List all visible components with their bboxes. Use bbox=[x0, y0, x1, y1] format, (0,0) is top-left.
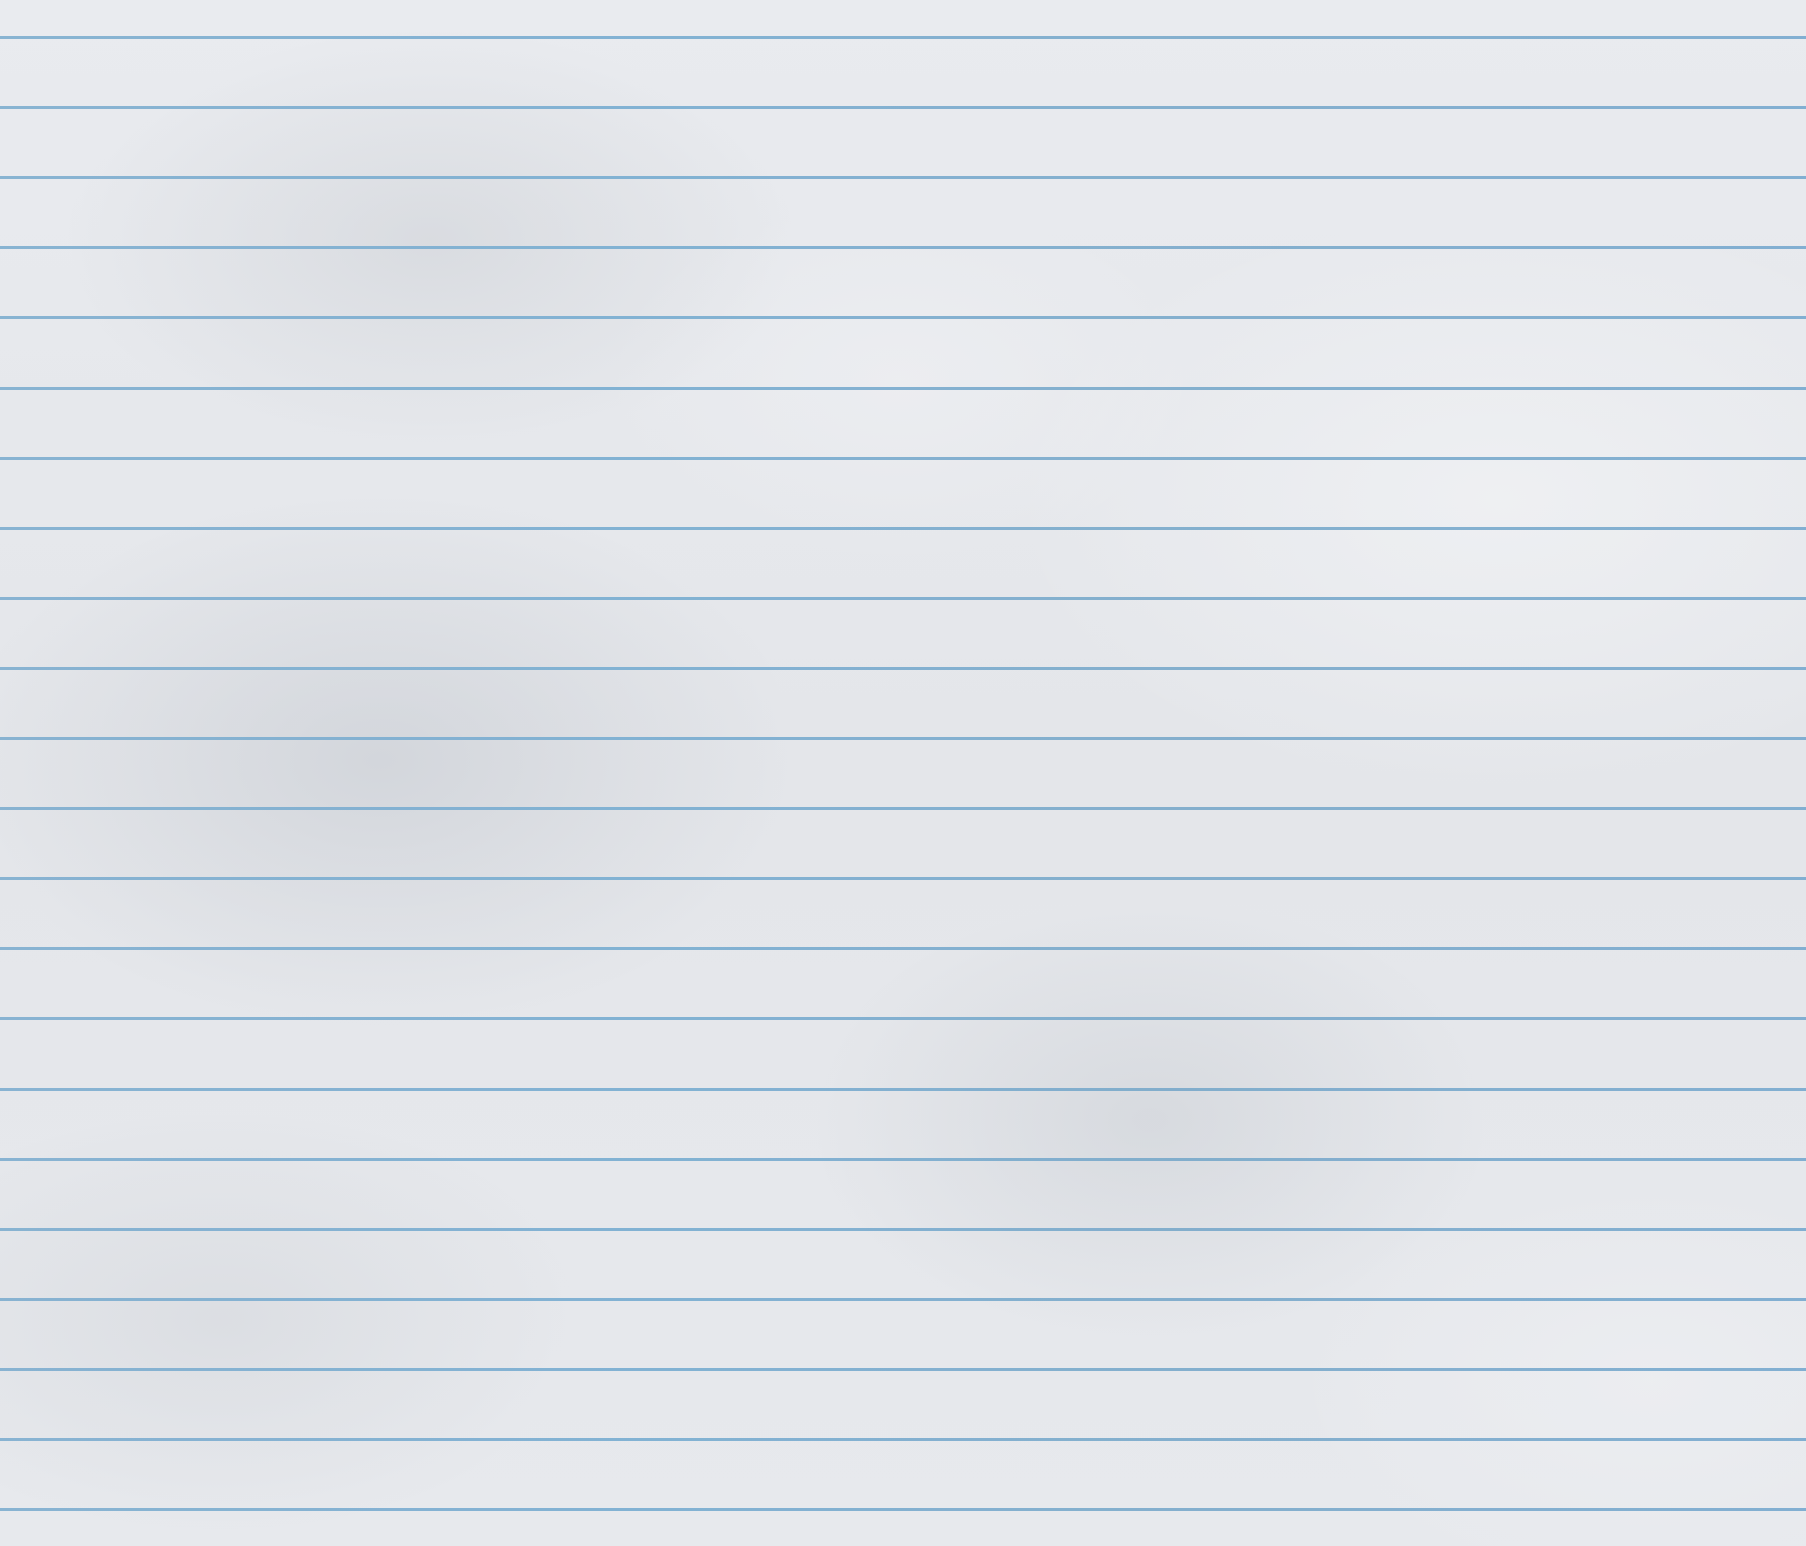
ruled-line bbox=[0, 176, 1806, 179]
ruled-line bbox=[0, 527, 1806, 530]
ruled-line bbox=[0, 667, 1806, 670]
ruled-line bbox=[0, 597, 1806, 600]
ruled-line bbox=[0, 807, 1806, 810]
ruled-line bbox=[0, 36, 1806, 39]
ruled-line bbox=[0, 947, 1806, 950]
ruled-line bbox=[0, 316, 1806, 319]
ruled-line bbox=[0, 106, 1806, 109]
ruled-line bbox=[0, 1228, 1806, 1231]
ruled-line bbox=[0, 737, 1806, 740]
ruled-line bbox=[0, 1438, 1806, 1441]
ruled-line bbox=[0, 457, 1806, 460]
ruled-line bbox=[0, 1368, 1806, 1371]
ruled-line bbox=[0, 246, 1806, 249]
ruled-line bbox=[0, 387, 1806, 390]
ruled-line bbox=[0, 1298, 1806, 1301]
ruled-line bbox=[0, 1508, 1806, 1511]
ruled-line bbox=[0, 1088, 1806, 1091]
ruled-line bbox=[0, 877, 1806, 880]
ruled-line bbox=[0, 1158, 1806, 1161]
ruled-line bbox=[0, 1017, 1806, 1020]
